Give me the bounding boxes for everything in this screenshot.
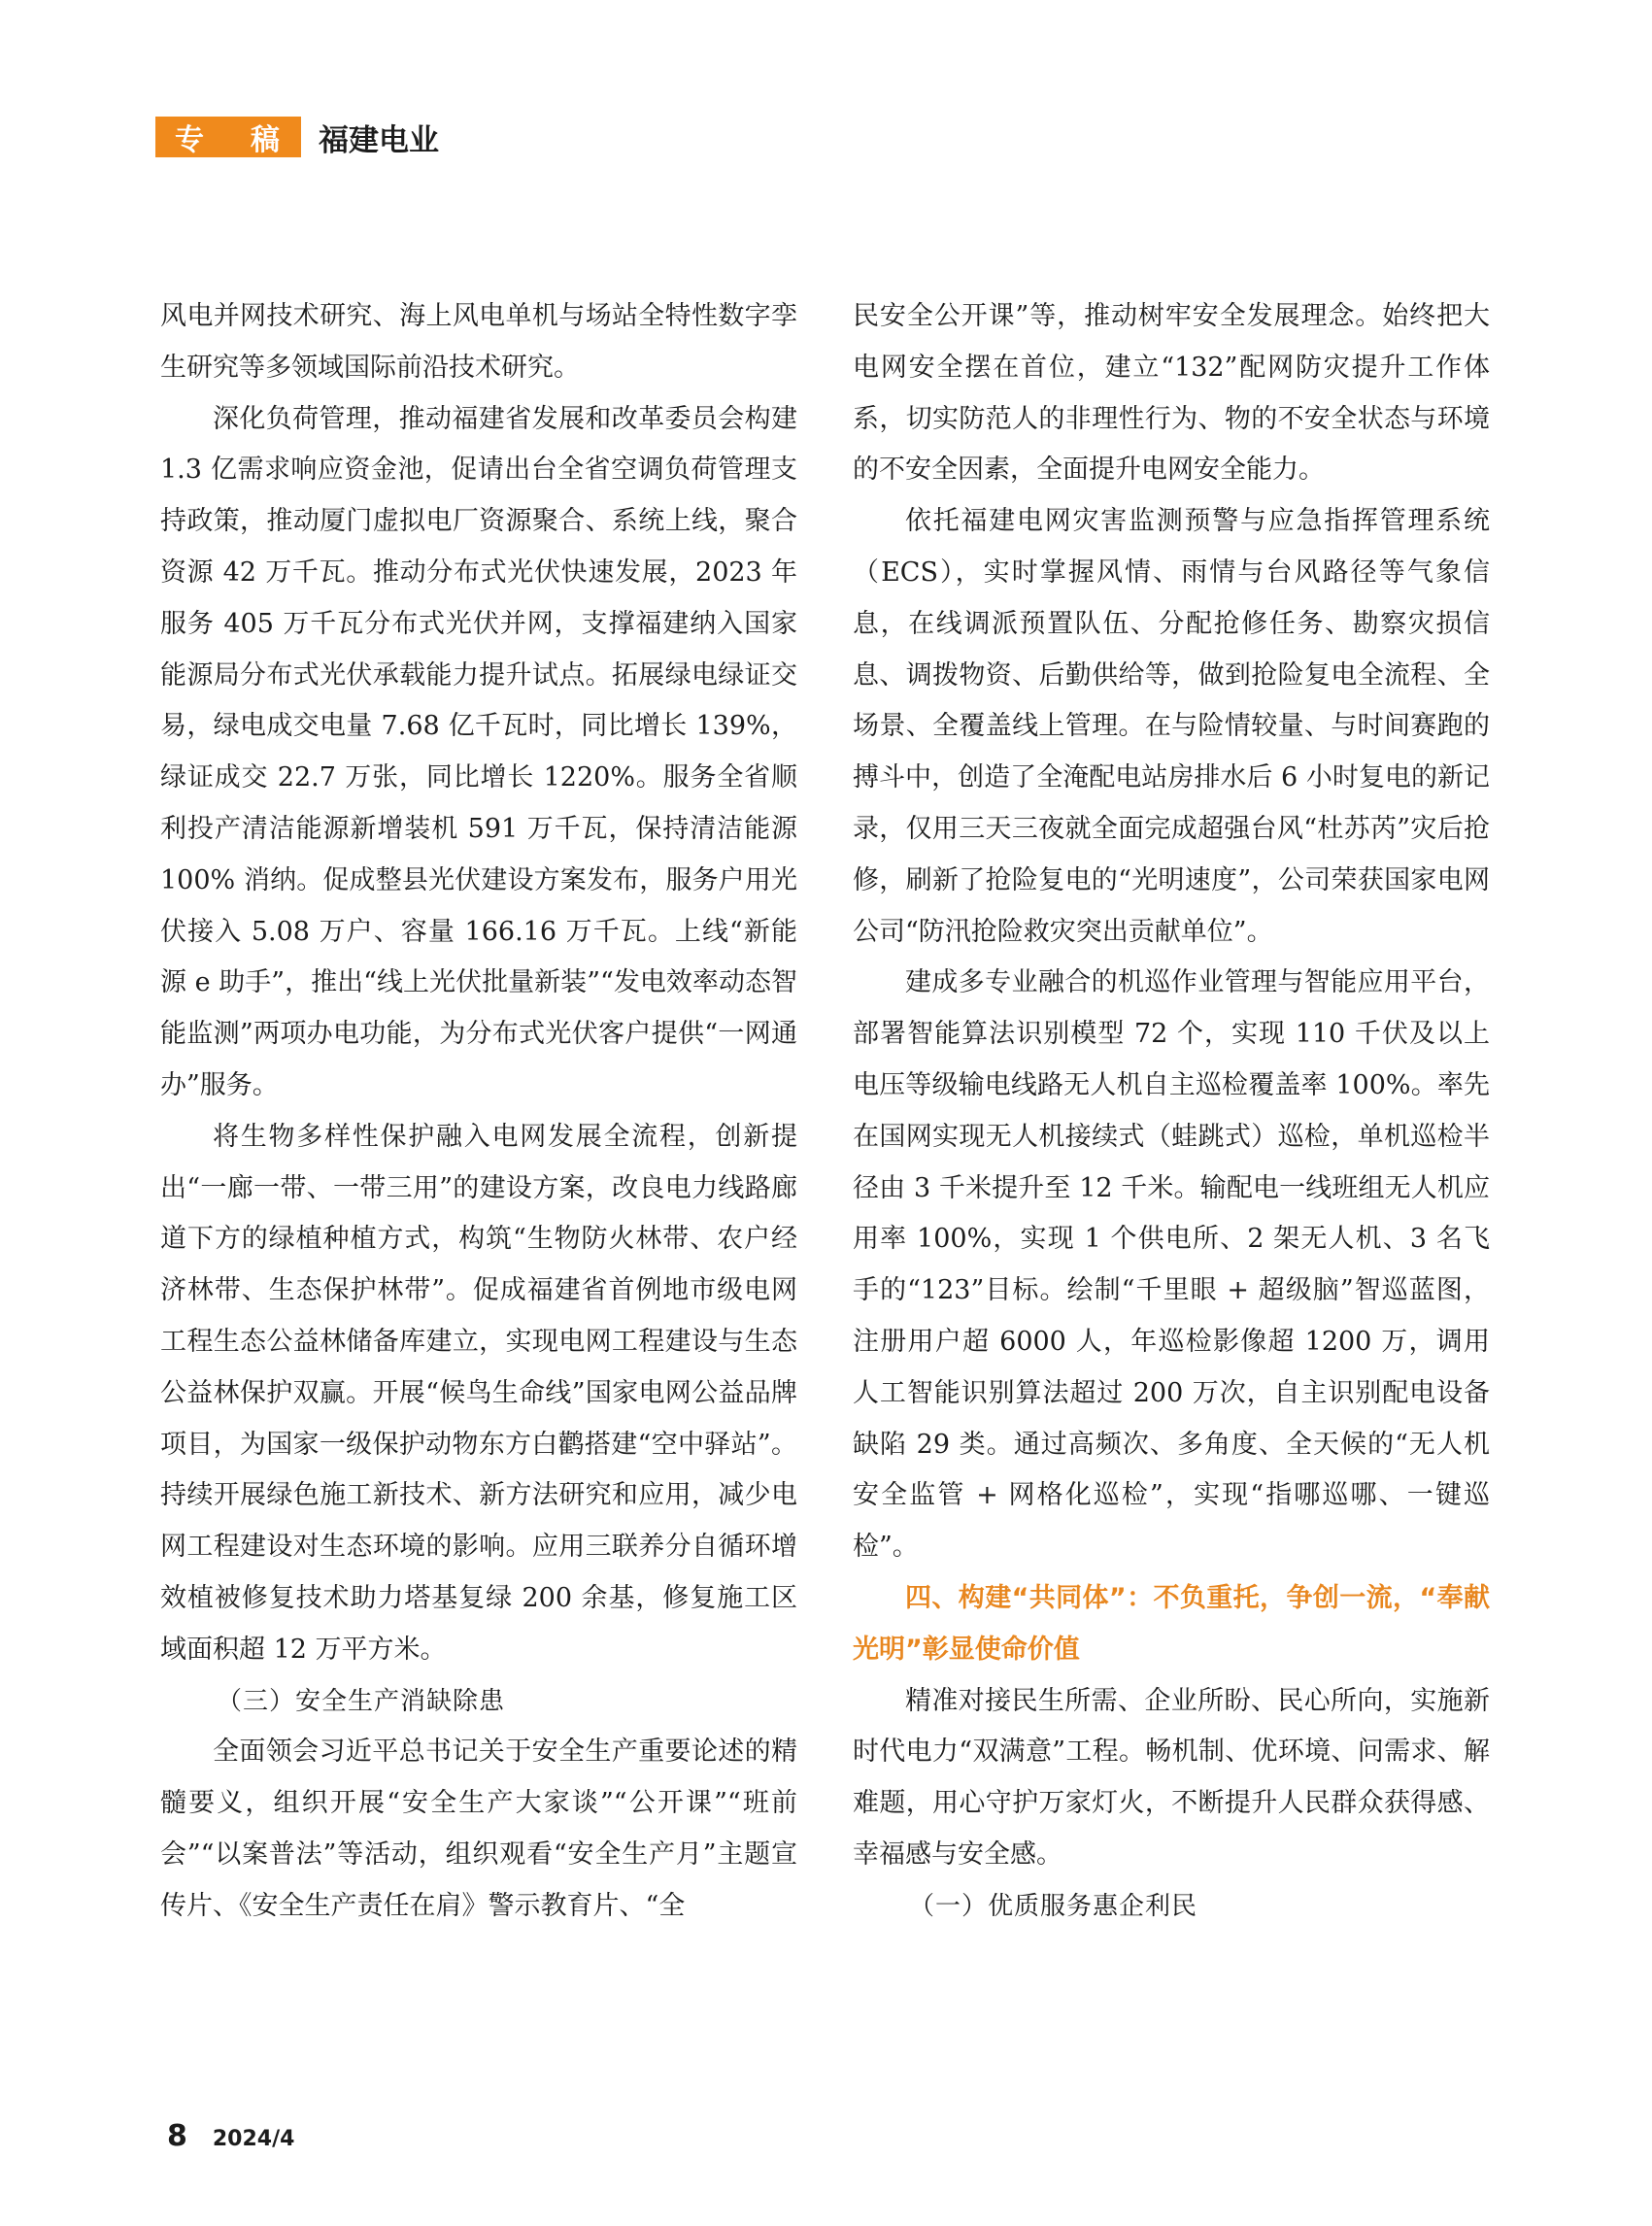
page-header — [155, 117, 439, 157]
paragraph: 精准对接民生所需、企业所盼、民心所向，实施新时代电力“双满意”工程。畅机制、优环境、问需求、解难题，用心守护万家灯火，不断提升人民群众获得感、幸福感与安全感。 — [853, 1685, 1490, 1870]
paragraph: 建成多专业融合的机巡作业管理与智能应用平台，部署智能算法识别模型 72 个，实现 110 千伏及以上电压等级输电线路无人机自主巡检覆盖率 100%。率先在国网实现无人机接续式（蛙跳式）巡检，单机巡检半径由 3 千米提升至 12 千米。输配电一线班组无人机应用率 100%，实现 1 个供电所、2 架无人机、3 名飞手的“123”目标。绘制“千里眼 + 超级脑”智巡蓝图，注册用户超 6000 人，年巡检影像超 1200 万，调用人工智能识别算法超过 200 万次，自主识别配电设备缺陷 29 类。通过高频次、多角度、全天候的“无人机安全监管 + 网格化巡检”，实现“指哪巡哪、一键巡检”。 — [853, 967, 1490, 1563]
subsection-title: （一）优质服务惠企利民 — [909, 1891, 1198, 1921]
paragraph: 民安全公开课”等，推动树牢安全发展理念。始终把大电网安全摆在首位，建立“132”配网防灾提升工作体系，切实防范人的非理性行为、物的不安全状态与环境的不安全因素，全面提升电网安全能力。 — [853, 301, 1490, 486]
paragraph: 深化负荷管理，推动福建省发展和改革委员会构建 1.3 亿需求响应资金池，促请出台全省空调负荷管理支持政策，推动厦门虚拟电厂资源聚合、系统上线，聚合资源 42 万千瓦。推动分布式光伏快速发展，2023 年服务 405 万千瓦分布式光伏并网，支撑福建纳入国家能源局分布式光伏承载能力提升试点。拓展绿电绿证交易，绿电成交电量 7.68 亿千瓦时，同比增长 139%，绿证成交 22.7 万张，同比增长 1220%。服务全省顺利投产清洁能源新增装机 591 万千瓦，保持清洁能源 100% 消纳。促成整县光伏建设方案发布，服务户用光伏接入 5.08 万户、容量 166.16 万千瓦。上线“新能源 e 助手”，推出“线上光伏批量新装”“发电效率动态智能监测”两项办电功能，为分布式光伏客户提供“一网通办”服务。 — [160, 403, 797, 1100]
paragraph: 将生物多样性保护融入电网发展全流程，创新提出“一廊一带、一带三用”的建设方案，改良电力线路廊道下方的绿植种植方式，构筑“生物防火林带、农户经济林带、生态保护林带”。促成福建省首例地市级电网工程生态公益林储备库建立，实现电网工程建设与生态公益林保护双赢。开展“候鸟生命线”国家电网公益品牌项目，为国家一级保护动物东方白鹳搭建“空中驿站”。持续开展绿色施工新技术、新方法研究和应用，减少电网工程建设对生态环境的影响。应用三联养分自循环增效植被修复技术助力塔基复绿 200 余基，修复施工区域面积超 12 万平方米。 — [160, 1121, 797, 1665]
paragraph: 依托福建电网灾害监测预警与应急指挥管理系统（ECS），实时掌握风情、雨情与台风路径等气象信息，在线调派预置队伍、分配抢修任务、勘察灾损信息、调拨物资、后勤供给等，做到抢险复电全流程、全场景、全覆盖线上管理。在与险情较量、与时间赛跑的搏斗中，创造了全淹配电站房排水后 6 小时复电的新记录，仅用三天三夜就全面完成超强台风“杜苏芮”灾后抢修，刷新了抢险复电的“光明速度”，公司荣获国家电网公司“防汛抢险救灾突出贡献单位”。 — [853, 506, 1490, 947]
page-footer — [167, 2119, 294, 2153]
section-tag — [155, 117, 301, 157]
right-column — [853, 291, 1490, 1933]
left-column — [160, 291, 797, 1933]
section-tag-char-2: 稿 — [251, 123, 282, 157]
page-number: 8 — [167, 2119, 187, 2153]
section-tag-char-1: 专 — [175, 123, 206, 157]
paragraph: 风电并网技术研究、海上风电单机与场站全特性数字孪生研究等多领域国际前沿技术研究。 — [160, 301, 797, 383]
magazine-name: 福建电业 — [319, 122, 439, 158]
issue-label: 2024/4 — [212, 2127, 295, 2151]
section-heading: 四、构建“共同体”：不负重托，争创一流，“奉献光明”彰显使命价值 — [853, 1582, 1490, 1665]
subsection-title: （三）安全生产消缺除患 — [217, 1686, 506, 1716]
paragraph: 全面领会习近平总书记关于安全生产重要论述的精髓要义，组织开展“安全生产大家谈”“公开课”“班前会”“以案普法”等活动，组织观看“安全生产月”主题宣传片、《安全生产责任在肩》警示教育片、“全 — [160, 1737, 797, 1921]
